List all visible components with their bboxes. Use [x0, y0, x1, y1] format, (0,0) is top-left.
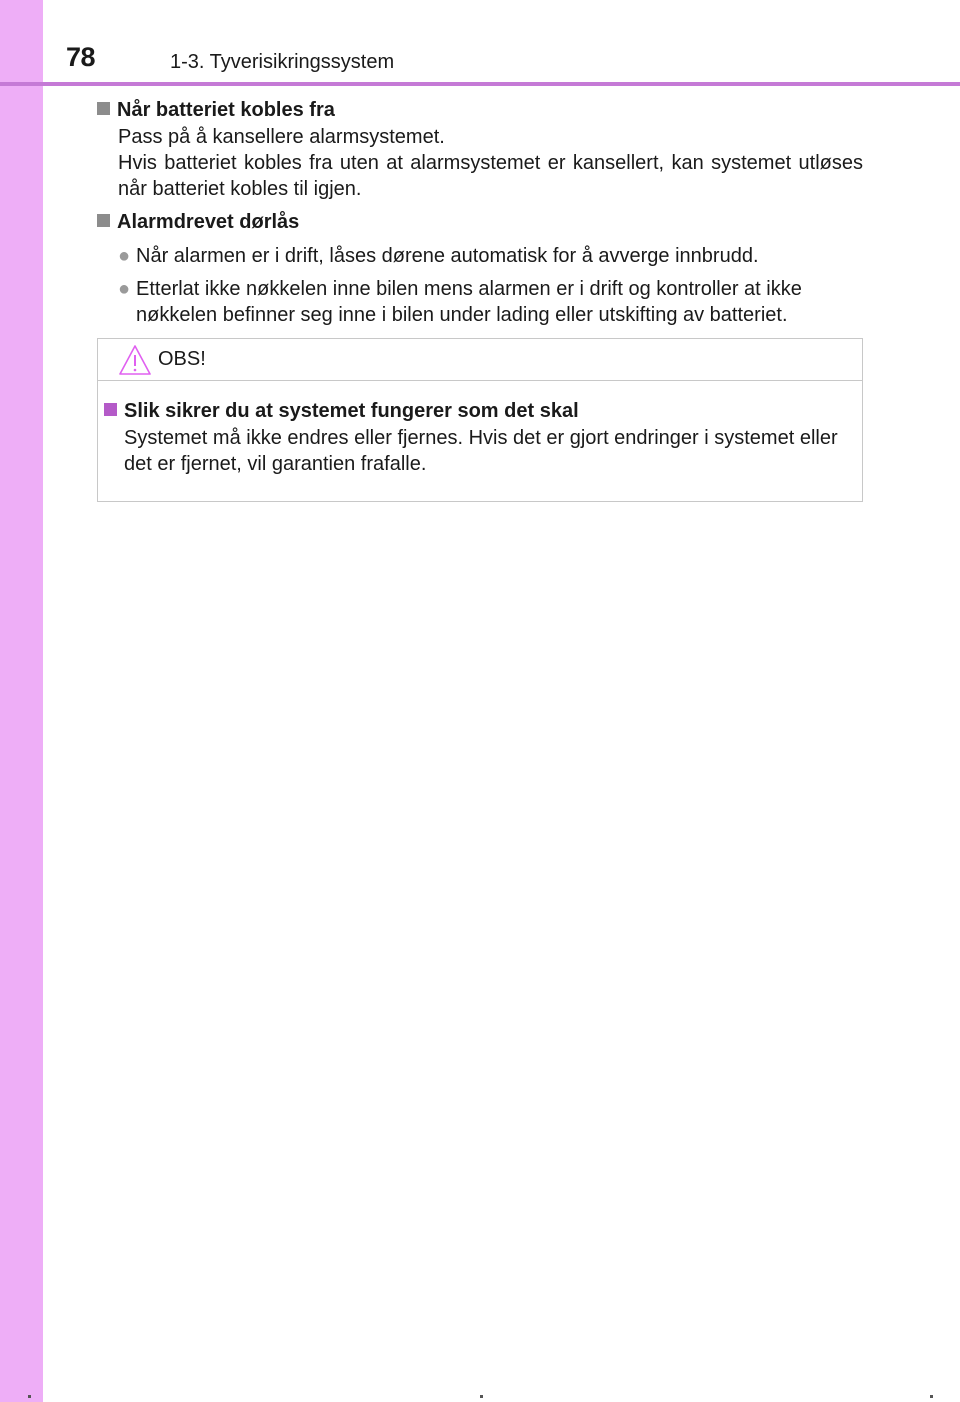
main-content: [97, 96, 863, 328]
circle-bullet-icon: ●: [118, 245, 131, 267]
square-bullet-icon: [104, 403, 117, 416]
paragraph-line: Hvis batteriet kobles fra uten at alarmsystemet er kansellert, kan systemet utløses når batteriet kobles til igjen.: [118, 152, 863, 200]
notice-header: [98, 339, 862, 381]
notice-heading: [104, 397, 856, 425]
list-item-text: Etterlat ikke nøkkelen inne bilen mens alarmen er i drift og kontroller at ikke nøkkelen befinner seg inne i bilen under lading eller utskifting av batteriet.: [136, 278, 802, 326]
list-item: [97, 243, 863, 269]
heading-text: Alarmdrevet dørlås: [117, 211, 300, 233]
heading-text: Slik sikrer du at systemet fungerer som det skal: [124, 400, 579, 422]
header-divider: [0, 82, 960, 86]
crop-mark: [480, 1395, 483, 1398]
crop-mark: [930, 1395, 933, 1398]
list-item: [97, 276, 863, 328]
square-bullet-icon: [97, 102, 110, 115]
warning-triangle-icon: [118, 344, 152, 376]
notice-body: [98, 381, 862, 477]
section-heading-battery: [97, 96, 863, 124]
side-color-band: [0, 0, 43, 1402]
section-heading-door-lock: [97, 208, 863, 236]
paragraph-line: Pass på å kansellere alarmsystemet.: [118, 126, 445, 148]
notice-box: [97, 338, 863, 502]
crop-mark: [28, 1395, 31, 1398]
circle-bullet-icon: ●: [118, 278, 131, 300]
square-bullet-icon: [97, 214, 110, 227]
notice-title: OBS!: [158, 348, 206, 370]
heading-text: Når batteriet kobles fra: [117, 99, 335, 121]
page-number: 78: [66, 42, 96, 72]
notice-text: Systemet må ikke endres eller fjernes. Hvis det er gjort endringer i systemet eller det er fjernet, vil garantien frafalle.: [124, 427, 838, 475]
section-title: 1-3. Tyverisikringssystem: [170, 51, 395, 73]
list-item-text: Når alarmen er i drift, låses dørene automatisk for å avverge innbrudd.: [136, 245, 759, 267]
